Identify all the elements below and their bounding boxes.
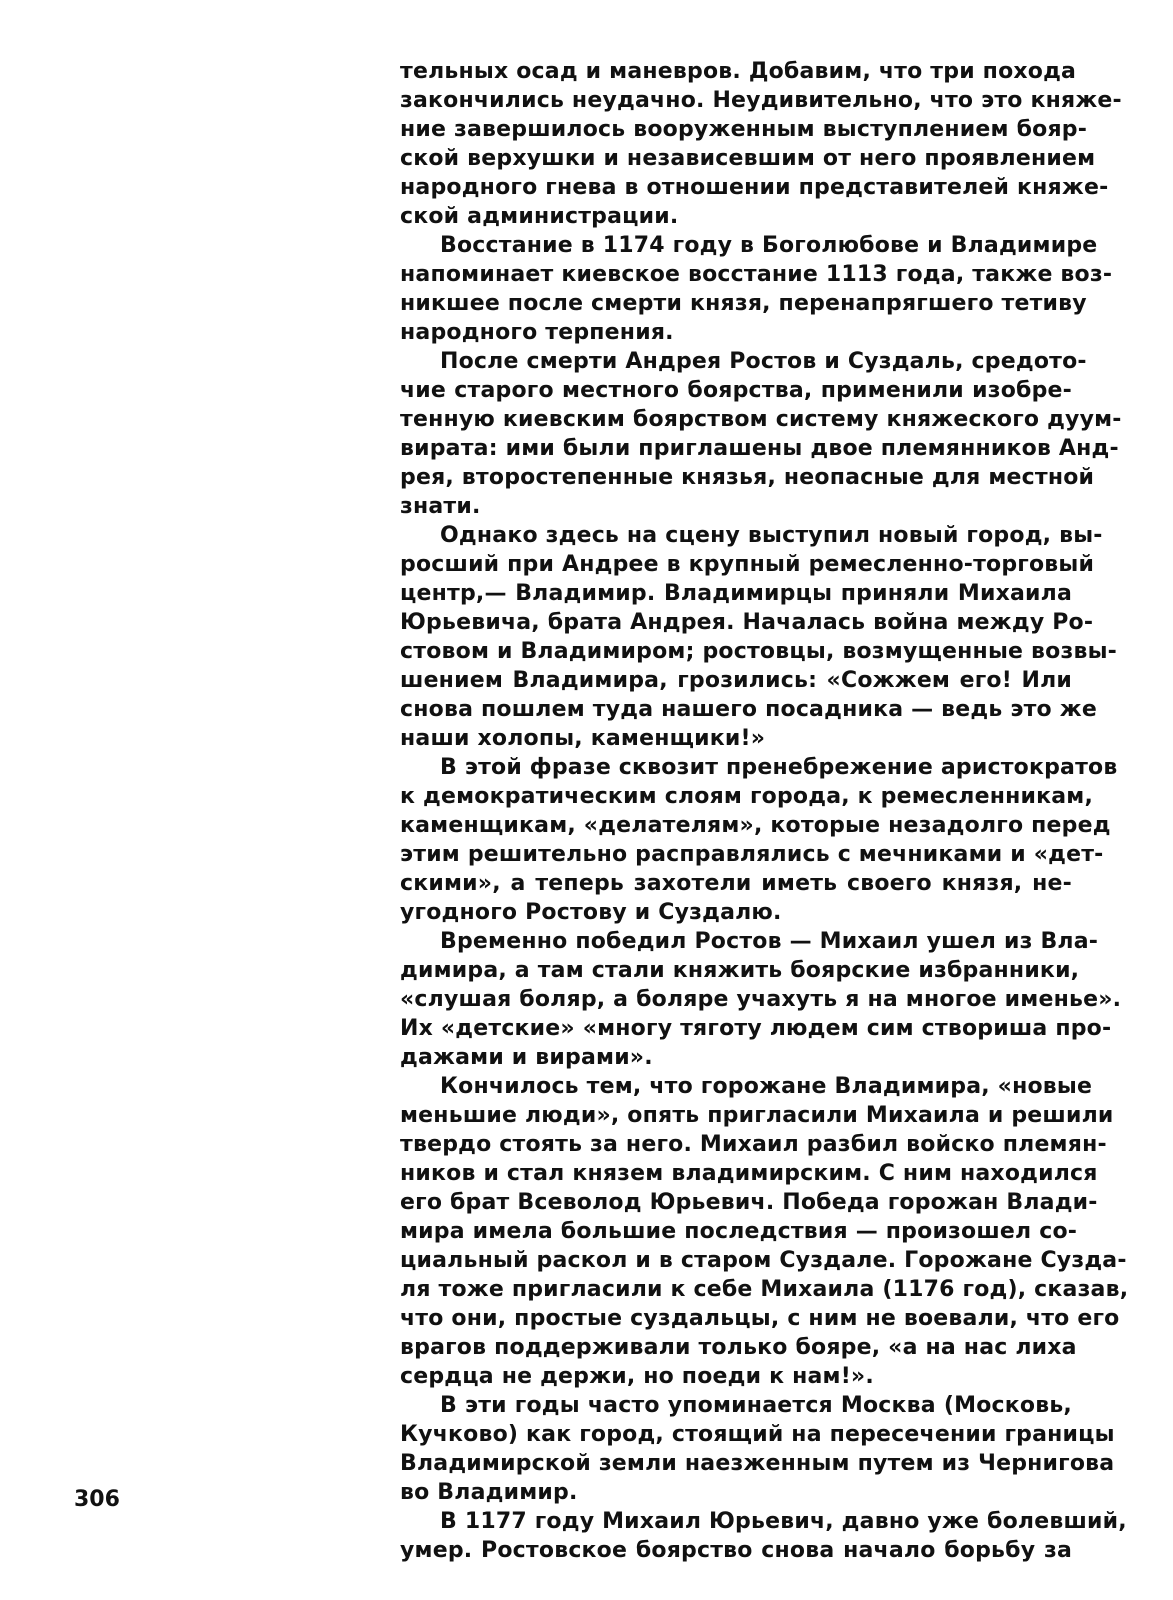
text-line: Временно победил Ростов — Михаил ушел из Вла- (440, 929, 1099, 954)
text-line: шением Владимира, грозились: «Сожжем его! Или (400, 668, 1072, 693)
text-line: дажами и вирами». (400, 1045, 653, 1070)
text-line: умер. Ростовское боярство снова начало борьбу за (400, 1538, 1072, 1563)
text-line: В эти годы часто упоминается Москва (Московь, (440, 1393, 1072, 1418)
text-line: никшее после смерти князя, перенапрягшего тетиву (400, 291, 1087, 316)
text-line: После смерти Андрея Ростов и Суздаль, средото- (440, 349, 1087, 374)
paragraph (400, 521, 1118, 753)
text-line: этим решительно расправлялись с мечниками и «дет- (400, 842, 1104, 867)
text-line: Кучково) как город, стоящий на пересечении границы (400, 1422, 1115, 1447)
text-line: стовом и Владимиром; ростовцы, возмущенные возвы- (400, 639, 1118, 664)
page-number: 306 (74, 1487, 120, 1512)
text-line: угодного Ростову и Суздалю. (400, 900, 782, 925)
text-line: Однако здесь на сцену выступил новый город, вы- (440, 523, 1103, 548)
text-line: ской администрации. (400, 204, 679, 229)
text-line: росший при Андрее в крупный ремесленно-торговый (400, 552, 1095, 577)
text-line: вирата: ими были приглашены двое племянников Анд- (400, 436, 1119, 461)
text-line: ской верхушки и независевшим от него проявлением (400, 146, 1096, 171)
text-line: Кончилось тем, что горожане Владимира, «новые (440, 1074, 1093, 1099)
text-line: наши холопы, каменщики!» (400, 726, 766, 751)
text-line: димира, а там стали княжить боярские избранники, (400, 958, 1080, 983)
text-line: народного терпения. (400, 320, 674, 345)
paragraph (400, 1072, 1129, 1391)
text-line: Их «детские» «многу тяготу людем сим створиша про- (400, 1016, 1112, 1041)
text-line: снова пошлем туда нашего посадника — ведь это же (400, 697, 1097, 722)
text-line: твердо стоять за него. Михаил разбил войско племян- (400, 1132, 1107, 1157)
text-line: меньшие люди», опять пригласили Михаила и решили (400, 1103, 1114, 1128)
text-line: к демократическим слоям города, к ремесленникам, (400, 784, 1094, 809)
text-line: ля тоже пригласили к себе Михаила (1176 год), сказав, (400, 1277, 1129, 1302)
text-line: центр,— Владимир. Владимирцы приняли Михаила (400, 581, 1072, 606)
text-line: во Владимир. (400, 1480, 578, 1505)
text-line: «слушая боляр, а боляре учахуть я на многое именье». (400, 987, 1122, 1012)
paragraph (400, 927, 1122, 1072)
text-line: напоминает киевское восстание 1113 года, также воз- (400, 262, 1113, 287)
text-line: ников и стал князем владимирским. С ним находился (400, 1161, 1098, 1186)
text-line: народного гнева в отношении представителей княже- (400, 175, 1109, 200)
text-line: В 1177 году Михаил Юрьевич, давно уже болевший, (440, 1509, 1127, 1534)
paragraph (400, 1391, 1115, 1507)
text-line: Восстание в 1174 году в Боголюбове и Владимире (440, 233, 1098, 258)
paragraph (400, 231, 1113, 347)
text-line: врагов поддерживали только бояре, «а на нас лиха (400, 1335, 1077, 1360)
paragraph (400, 1507, 1127, 1565)
text-line: знати. (400, 494, 481, 519)
text-line: Юрьевича, брата Андрея. Началась война между Ро- (400, 610, 1094, 635)
text-line: что они, простые суздальцы, с ним не воевали, что его (400, 1306, 1120, 1331)
text-line: чие старого местного боярства, применили изобре- (400, 378, 1072, 403)
text-line: В этой фразе сквозит пренебрежение аристократов (440, 755, 1118, 780)
text-line: Владимирской земли наезженным путем из Чернигова (400, 1451, 1115, 1476)
paragraph (400, 753, 1118, 927)
text-line: скими», а теперь захотели иметь своего князя, не- (400, 871, 1072, 896)
text-line: закончились неудачно. Неудивительно, что это княже- (400, 88, 1122, 113)
text-line: сердца не держи, но поеди к нам!». (400, 1364, 874, 1389)
paragraph (400, 347, 1122, 521)
paragraph (400, 57, 1122, 231)
text-line: тельных осад и маневров. Добавим, что три похода (400, 59, 1077, 84)
text-column (400, 57, 1129, 1565)
text-line: ние завершилось вооруженным выступлением бояр- (400, 117, 1088, 142)
text-line: его брат Всеволод Юрьевич. Победа горожан Влади- (400, 1190, 1098, 1215)
text-line: циальный раскол и в старом Суздале. Горожане Сузда- (400, 1248, 1127, 1273)
text-line: мира имела большие последствия — произошел со- (400, 1219, 1078, 1244)
text-line: каменщикам, «делателям», которые незадолго перед (400, 813, 1111, 838)
text-line: рея, второстепенные князья, неопасные для местной (400, 465, 1095, 490)
text-line: тенную киевским боярством систему княжеского дуум- (400, 407, 1122, 432)
